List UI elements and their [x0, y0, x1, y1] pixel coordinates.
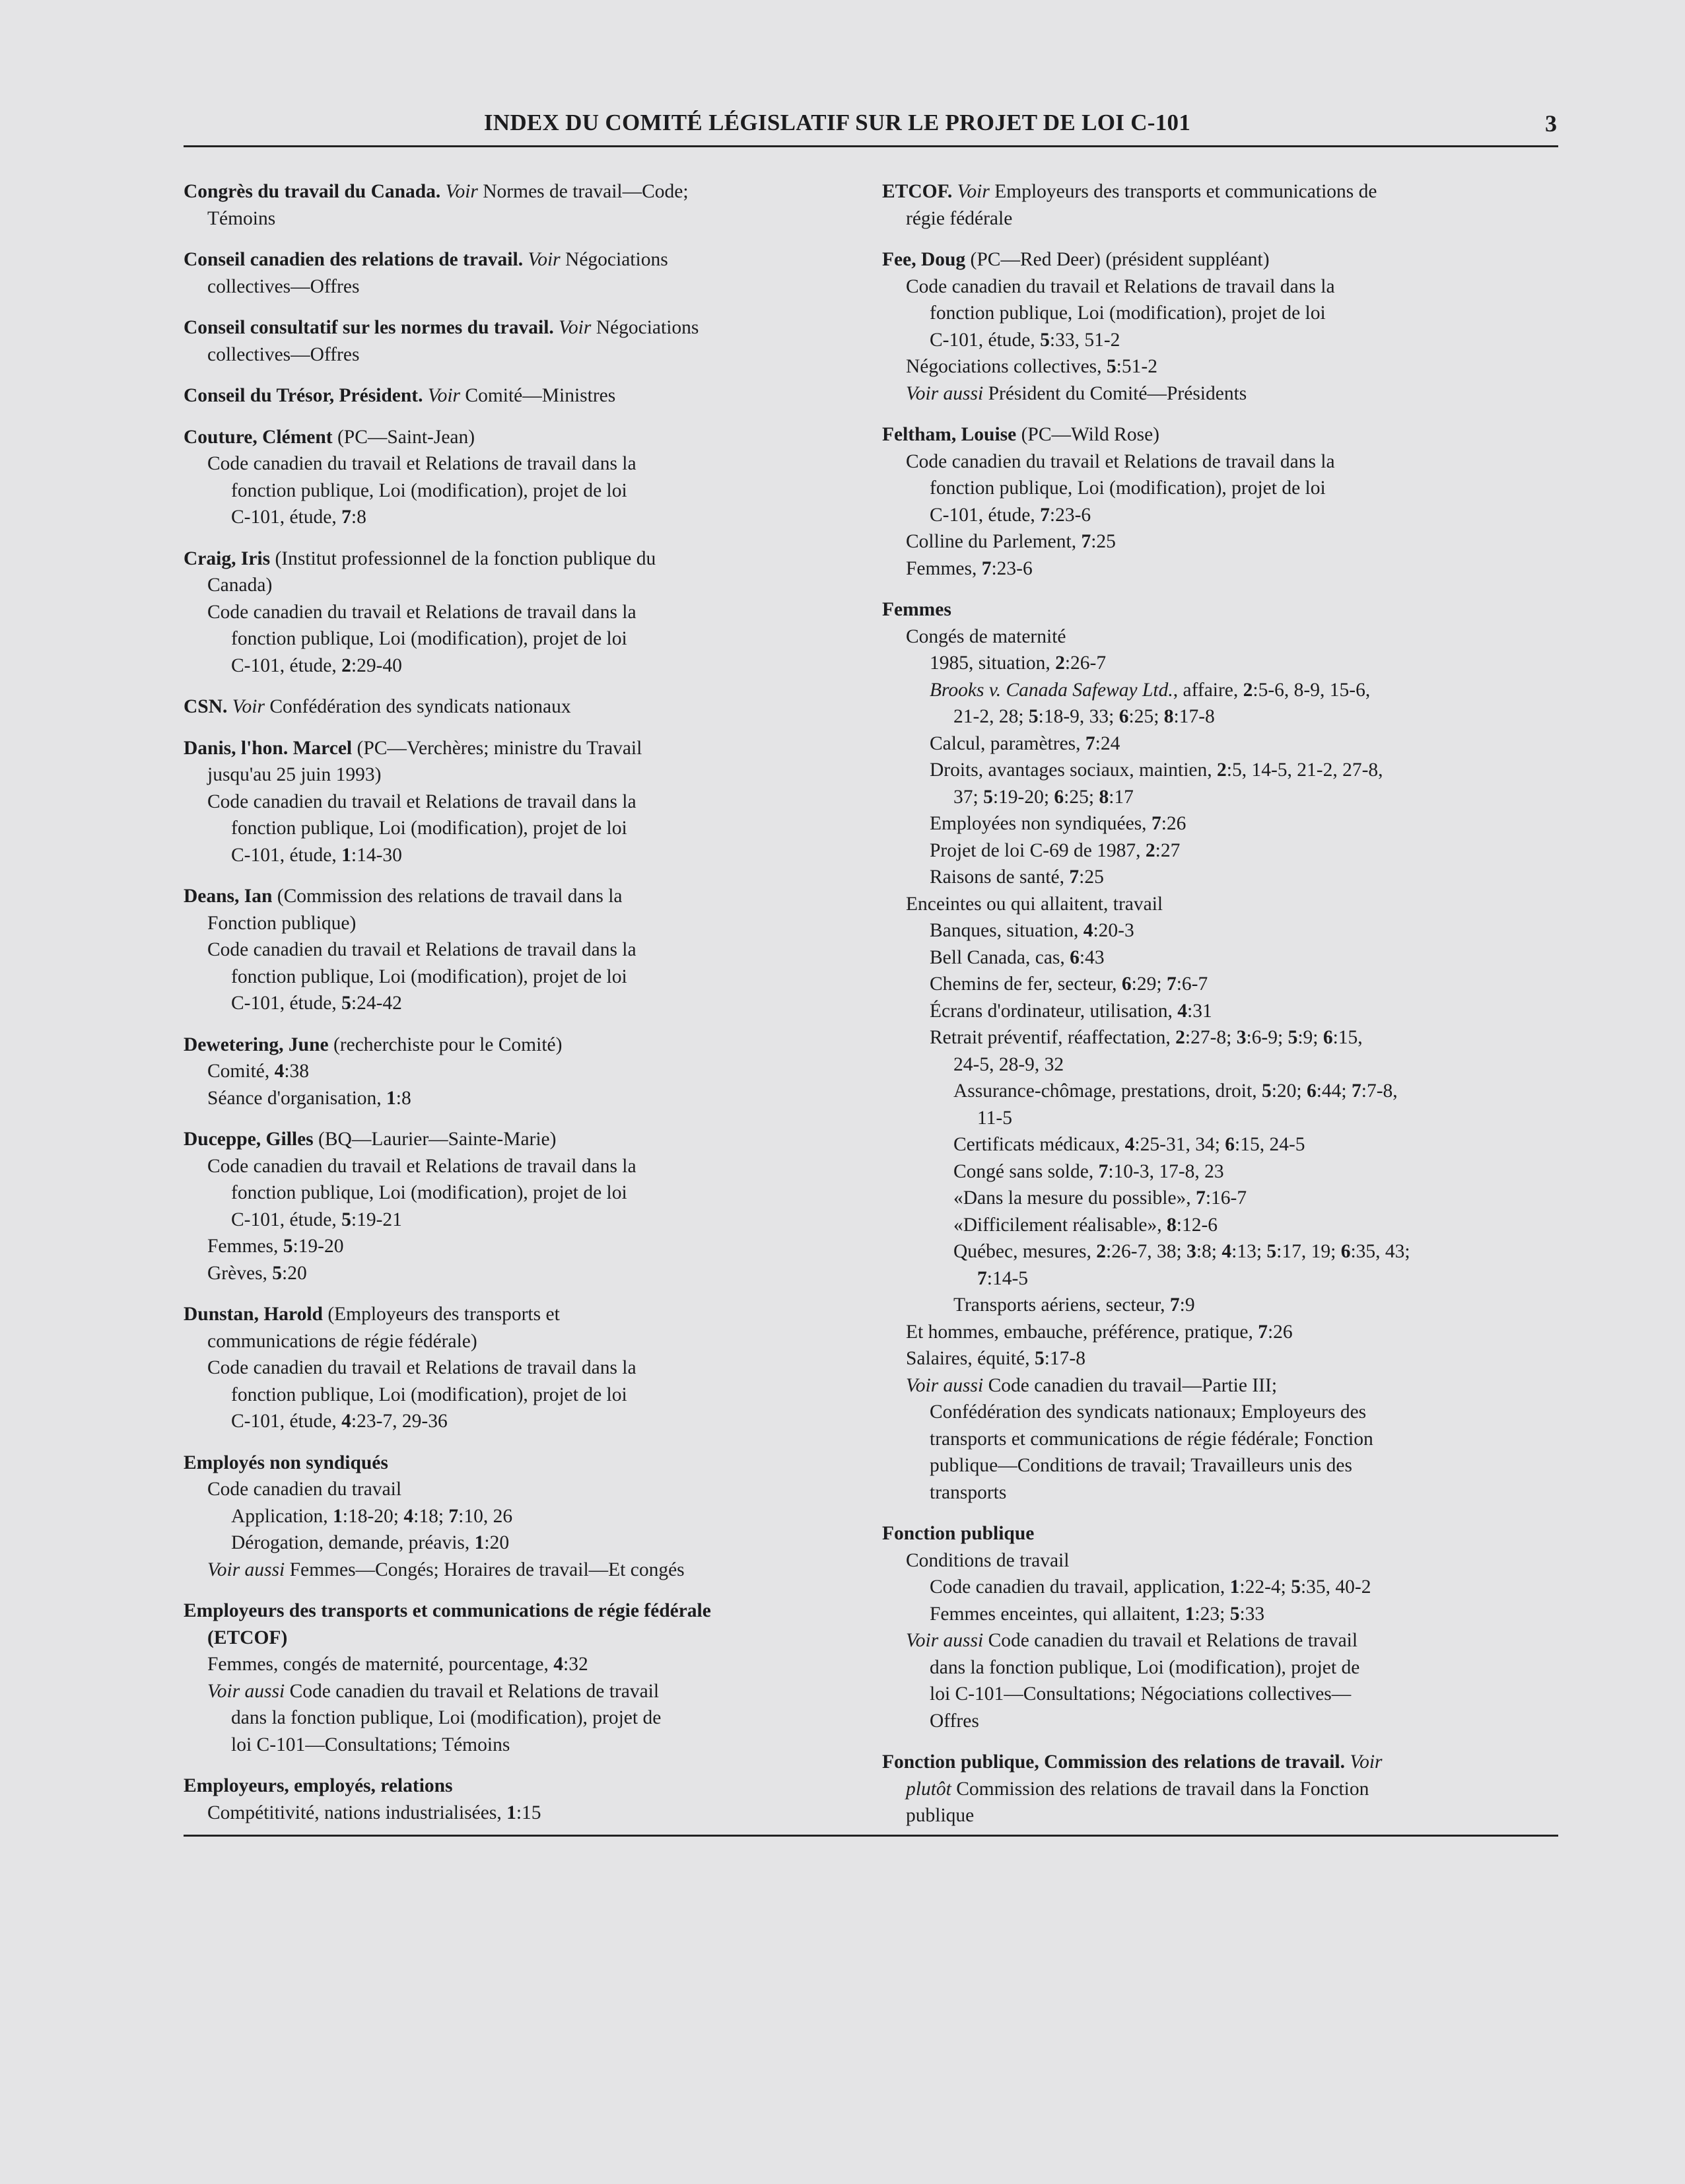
entry-line: loi C-101—Consultations; Témoins: [231, 1734, 510, 1755]
entry-heading: Couture, Clément: [184, 426, 333, 448]
voir-label: Voir: [232, 696, 265, 717]
entry-heading: Congrès du travail du Canada.: [184, 181, 441, 202]
index-entry-duceppe: [184, 1126, 844, 1286]
index-entry-dunstan: [184, 1301, 844, 1435]
entry-line: Transports aériens, secteur, 7:9: [953, 1294, 1195, 1316]
voir-label: Voir: [528, 249, 561, 270]
index-entry-fonction-publique-commission: [882, 1749, 1558, 1829]
entry-text: Femmes—Congés; Horaires de travail—Et congés: [285, 1559, 685, 1580]
entry-text: Normes de travail—Code;: [477, 181, 689, 202]
entry-text: Comité—Ministres: [460, 385, 616, 406]
index-entry-dewetering: [184, 1032, 844, 1112]
entry-line: «Dans la mesure du possible», 7:16-7: [953, 1187, 1247, 1209]
entry-line: Calcul, paramètres, 7:24: [930, 732, 1120, 754]
index-entry-conseil-tresor: [184, 382, 844, 409]
entry-heading: ETCOF.: [882, 181, 953, 202]
entry-text: (Employeurs des transports et: [322, 1304, 560, 1325]
entry-line: Congé sans solde, 7:10-3, 17-8, 23: [953, 1160, 1224, 1182]
index-entry-femmes: [882, 596, 1558, 1506]
entry-line: fonction publique, Loi (modification), projet de loi: [930, 302, 1326, 324]
entry-line: fonction publique, Loi (modification), projet de loi: [231, 966, 627, 987]
entry-line: 11-5: [977, 1107, 1012, 1129]
entry-line: régie fédérale: [906, 207, 1013, 229]
entry-text: Code canadien du travail et Relations de travail: [285, 1680, 660, 1702]
entry-heading: Dewetering, June: [184, 1034, 329, 1055]
voir-aussi-label: Voir aussi: [906, 1374, 984, 1396]
entry-line: Code canadien du travail et Relations de travail dans la: [207, 1357, 636, 1378]
entry-line: C-101, étude, 7:23-6: [930, 504, 1091, 526]
entry-line: Chemins de fer, secteur, 6:29; 7:6-7: [930, 973, 1208, 995]
entry-line: C-101, étude, 4:23-7, 29-36: [231, 1411, 448, 1432]
entry-line: Femmes enceintes, qui allaitent, 1:23; 5:33: [930, 1603, 1265, 1625]
voir-aussi-label: Voir aussi: [906, 382, 984, 404]
index-entry-fee: [882, 246, 1558, 407]
entry-heading: Femmes: [882, 599, 951, 620]
entry-heading: Fonction publique, Commission des relations de travail.: [882, 1751, 1345, 1773]
entry-line: Québec, mesures, 2:26-7, 38; 3:8; 4:13; 5:17, 19; 6:35, 43;: [953, 1241, 1410, 1262]
entry-line: collectives—Offres: [207, 343, 360, 365]
index-entry-craig: [184, 546, 844, 680]
right-column: [882, 178, 1558, 1844]
entry-line: C-101, étude, 5:24-42: [231, 993, 402, 1014]
entry-line: Bell Canada, cas, 6:43: [930, 946, 1105, 968]
index-entry-employeurs-transports: [184, 1598, 844, 1758]
entry-line: Code canadien du travail, application, 1:22-4; 5:35, 40-2: [930, 1576, 1371, 1598]
voir-aussi-label: Voir aussi: [207, 1680, 285, 1702]
entry-line: C-101, étude, 1:14-30: [231, 844, 402, 866]
entry-line: fonction publique, Loi (modification), projet de loi: [231, 818, 627, 839]
entry-line: Témoins: [207, 207, 276, 229]
entry-line: fonction publique, Loi (modification), projet de loi: [930, 477, 1326, 499]
index-entry-fonction-publique: [882, 1520, 1558, 1734]
entry-line: Fonction publique): [207, 912, 357, 934]
entry-heading: Dunstan, Harold: [184, 1304, 323, 1325]
entry-line: Code canadien du travail: [207, 1479, 402, 1500]
entry-line: Écrans d'ordinateur, utilisation, 4:31: [930, 1000, 1212, 1022]
entry-line: publique—Conditions de travail; Travailleurs unis des: [930, 1455, 1352, 1476]
entry-line: Code canadien du travail et Relations de travail dans la: [906, 450, 1335, 472]
entry-text: , affaire, 2:5-6, 8-9, 15-6,: [1173, 679, 1371, 701]
entry-line: C-101, étude, 7:8: [231, 507, 366, 528]
entry-heading: Fee, Doug: [882, 249, 966, 270]
entry-line: fonction publique, Loi (modification), projet de loi: [231, 1182, 627, 1203]
entry-text: (recherchiste pour le Comité): [328, 1034, 563, 1055]
entry-text: (PC—Wild Rose): [1016, 424, 1160, 445]
entry-heading: Conseil du Trésor, Président.: [184, 385, 423, 406]
entry-text: (Institut professionnel de la fonction publique du: [270, 547, 656, 569]
entry-heading: Employeurs, employés, relations: [184, 1775, 453, 1796]
entry-line: Femmes, 7:23-6: [906, 557, 1033, 579]
footer-rule: [184, 1835, 1558, 1837]
entry-line: Employées non syndiquées, 7:26: [930, 813, 1186, 834]
entry-text: (PC—Verchères; ministre du Travail: [352, 737, 642, 759]
entry-text: (PC—Red Deer) (président suppléant): [965, 249, 1270, 270]
entry-line: Code canadien du travail et Relations de travail dans la: [207, 1155, 636, 1177]
voir-label: Voir: [445, 181, 478, 202]
entry-line: Enceintes ou qui allaitent, travail: [906, 893, 1163, 915]
entry-line: dans la fonction publique, Loi (modification), projet de: [930, 1656, 1360, 1678]
entry-line: transports: [930, 1481, 1007, 1503]
entry-line: Femmes, 5:19-20: [207, 1236, 344, 1257]
entry-text: Négociations: [560, 249, 668, 270]
entry-line: 37; 5:19-20; 6:25; 8:17: [953, 786, 1134, 808]
plutot-label: plutôt: [906, 1778, 951, 1800]
entry-line: Retrait préventif, réaffectation, 2:27-8; 3:6-9; 5:9; 6:15,: [930, 1027, 1363, 1048]
page-title: INDEX DU COMITÉ LÉGISLATIF SUR LE PROJET DE LOI C-101: [483, 110, 1191, 135]
voir-label: Voir: [559, 317, 592, 338]
entry-text: Code canadien du travail et Relations de travail: [983, 1630, 1358, 1651]
entry-line: Canada): [207, 575, 273, 596]
entry-line: Code canadien du travail et Relations de travail dans la: [207, 939, 636, 960]
voir-label: Voir: [957, 181, 990, 202]
voir-label: Voir: [1350, 1751, 1383, 1773]
entry-line: Code canadien du travail et Relations de travail dans la: [207, 453, 636, 474]
entry-line: 1985, situation, 2:26-7: [930, 652, 1107, 674]
entry-heading: Employeurs des transports et communications de régie fédérale: [184, 1600, 711, 1621]
index-entry-couture: [184, 424, 844, 531]
entry-line: Femmes, congés de maternité, pourcentage, 4:32: [207, 1654, 588, 1675]
entry-line: fonction publique, Loi (modification), projet de loi: [231, 628, 627, 649]
entry-line: Assurance-chômage, prestations, droit, 5:20; 6:44; 7:7-8,: [953, 1080, 1398, 1102]
entry-line: Code canadien du travail et Relations de travail dans la: [207, 791, 636, 812]
entry-line: loi C-101—Consultations; Négociations collectives—: [930, 1683, 1352, 1705]
entry-text: Confédération des syndicats nationaux: [264, 696, 571, 717]
entry-line: Code canadien du travail et Relations de travail dans la: [207, 601, 636, 623]
entry-text: Président du Comité—Présidents: [983, 382, 1247, 404]
entry-line: Banques, situation, 4:20-3: [930, 920, 1134, 941]
entry-heading: Conseil canadien des relations de travail.: [184, 249, 524, 270]
entry-line: Certificats médicaux, 4:25-31, 34; 6:15, 24-5: [953, 1134, 1305, 1155]
entry-heading: Conseil consultatif sur les normes du travail.: [184, 317, 554, 338]
entry-line: Application, 1:18-20; 4:18; 7:10, 26: [231, 1505, 513, 1527]
entry-line: dans la fonction publique, Loi (modification), projet de: [231, 1707, 662, 1728]
entry-heading: Deans, Ian: [184, 886, 273, 907]
entry-line: 7:14-5: [977, 1267, 1029, 1289]
index-entry-conseil-canadien: [184, 246, 844, 300]
entry-heading: Duceppe, Gilles: [184, 1129, 314, 1150]
voir-aussi-label: Voir aussi: [906, 1630, 984, 1651]
entry-line: jusqu'au 25 juin 1993): [207, 764, 382, 785]
index-entry-congres-travail: [184, 178, 844, 232]
entry-line: Et hommes, embauche, préférence, pratique, 7:26: [906, 1321, 1293, 1343]
entry-line: Projet de loi C-69 de 1987, 2:27: [930, 839, 1181, 861]
index-entry-deans: [184, 883, 844, 1017]
entry-line: 21-2, 28; 5:18-9, 33; 6:25; 8:17-8: [953, 706, 1215, 727]
entry-text: Commission des relations de travail dans la Fonction: [951, 1778, 1369, 1800]
entry-line: Comité, 4:38: [207, 1061, 310, 1082]
index-entry-danis: [184, 735, 844, 869]
entry-line: Séance d'organisation, 1:8: [207, 1087, 411, 1109]
entry-line: Raisons de santé, 7:25: [930, 866, 1104, 888]
voir-aussi-label: Voir aussi: [207, 1559, 285, 1580]
entry-line: «Difficilement réalisable», 8:12-6: [953, 1214, 1218, 1236]
entry-heading: Danis, l'hon. Marcel: [184, 737, 353, 759]
voir-label: Voir: [427, 385, 461, 406]
entry-line: Colline du Parlement, 7:25: [906, 531, 1116, 552]
index-entry-employes-non-syndiques: [184, 1450, 844, 1584]
entry-line: fonction publique, Loi (modification), projet de loi: [231, 1384, 627, 1405]
left-column: [184, 178, 844, 1841]
entry-line: 24-5, 28-9, 32: [953, 1053, 1064, 1075]
entry-line: Dérogation, demande, préavis, 1:20: [231, 1532, 510, 1553]
entry-text: Code canadien du travail—Partie III;: [983, 1374, 1278, 1396]
index-entry-employeurs-employes: [184, 1773, 844, 1826]
entry-text: Négociations: [591, 317, 699, 338]
entry-line: publique: [906, 1805, 975, 1826]
entry-line: Offres: [930, 1710, 979, 1732]
case-name: Brooks v. Canada Safeway Ltd.: [930, 679, 1173, 701]
entry-text: (Commission des relations de travail dans la: [272, 886, 623, 907]
header-rule: [184, 145, 1558, 147]
entry-text: (BQ—Laurier—Sainte-Marie): [313, 1129, 557, 1150]
entry-heading: Craig, Iris: [184, 547, 271, 569]
entry-line: C-101, étude, 5:19-21: [231, 1209, 402, 1230]
entry-line: (ETCOF): [207, 1627, 288, 1648]
entry-heading: CSN.: [184, 696, 228, 717]
entry-text: (PC—Saint-Jean): [332, 426, 475, 448]
entry-line: collectives—Offres: [207, 275, 360, 297]
entry-text: Employeurs des transports et communications de: [989, 181, 1377, 202]
entry-line: Négociations collectives, 5:51-2: [906, 356, 1157, 377]
entry-line: Compétitivité, nations industrialisées, 1:15: [207, 1802, 541, 1823]
entry-line: communications de régie fédérale): [207, 1330, 477, 1352]
entry-line: transports et communications de régie fédérale; Fonction: [930, 1428, 1373, 1450]
index-entry-conseil-consultatif: [184, 314, 844, 368]
entry-line: Congés de maternité: [906, 625, 1066, 647]
page-number: 3: [1545, 110, 1557, 137]
entry-heading: Employés non syndiqués: [184, 1452, 388, 1473]
running-header: [184, 110, 1557, 143]
entry-heading: Fonction publique: [882, 1523, 1035, 1544]
index-entry-etcof: [882, 178, 1558, 232]
entry-heading: Feltham, Louise: [882, 424, 1017, 445]
entry-line: Grèves, 5:20: [207, 1262, 307, 1284]
entry-line: Droits, avantages sociaux, maintien, 2:5, 14-5, 21-2, 27-8,: [930, 759, 1383, 781]
entry-line: fonction publique, Loi (modification), projet de loi: [231, 479, 627, 501]
entry-line: C-101, étude, 5:33, 51-2: [930, 329, 1120, 351]
index-entry-feltham: [882, 421, 1558, 582]
entry-line: Salaires, équité, 5:17-8: [906, 1348, 1085, 1369]
entry-line: Conditions de travail: [906, 1549, 1070, 1571]
entry-line: C-101, étude, 2:29-40: [231, 654, 402, 676]
entry-line: Confédération des syndicats nationaux; Employeurs des: [930, 1401, 1367, 1423]
index-entry-csn: [184, 693, 844, 721]
entry-line: Code canadien du travail et Relations de travail dans la: [906, 275, 1335, 297]
